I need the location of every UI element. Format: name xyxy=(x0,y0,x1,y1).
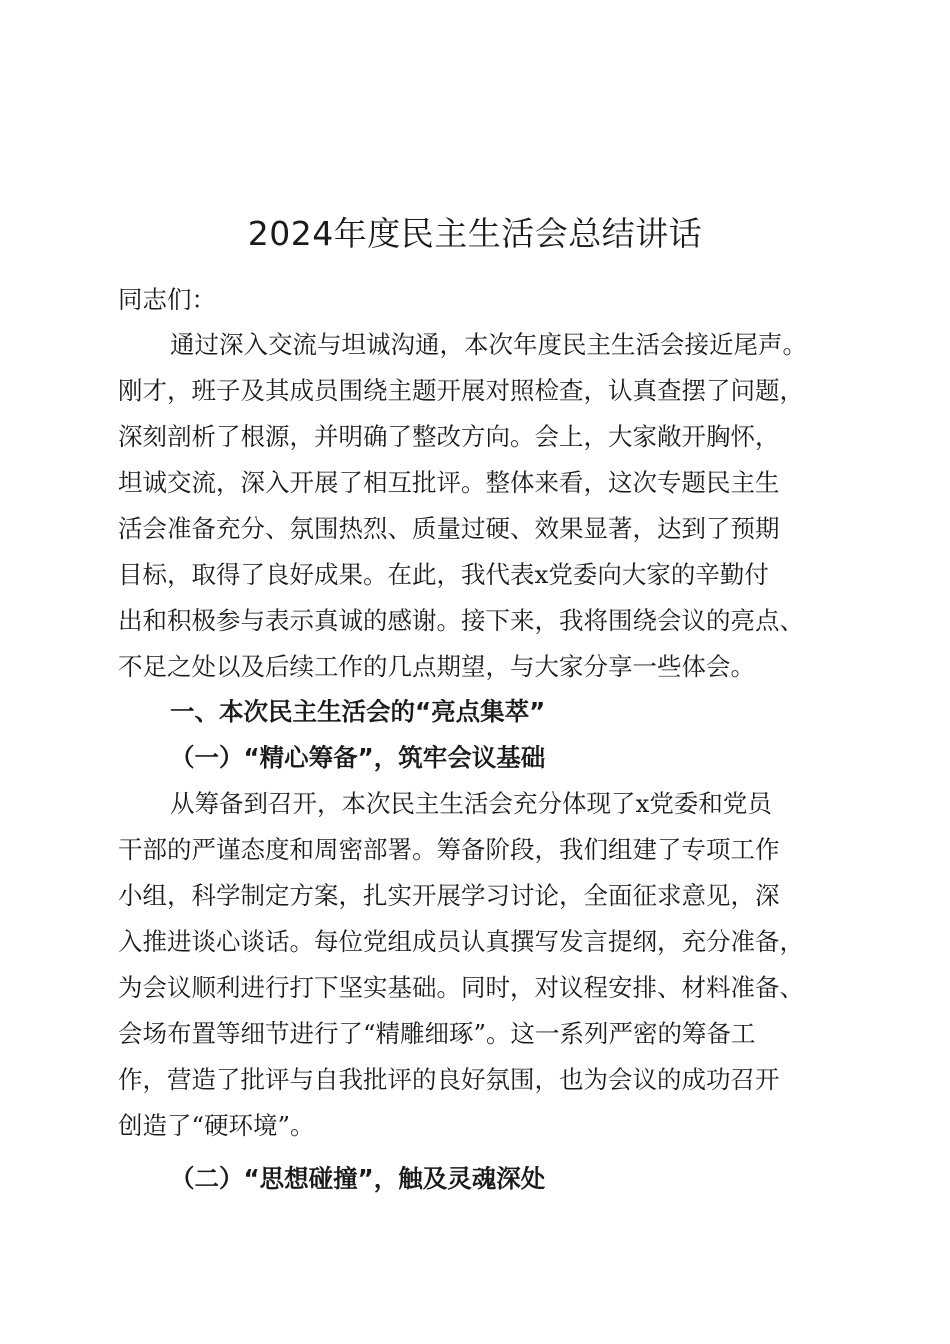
intro-line-2: 刚才，班子及其成员围绕主题开展对照检查，认真查摆了问题， xyxy=(118,376,804,405)
sub1-line-4: 入推进谈心谈话。每位党组成员认真撰写发言提纲，充分准备， xyxy=(118,927,804,956)
sub1-line-1: 从筹备到召开，本次民主生活会充分体现了x党委和党员 xyxy=(170,789,772,818)
document-title: 2024年度民主生活会总结讲话 xyxy=(247,214,703,253)
intro-line-4: 坦诚交流，深入开展了相互批评。整体来看，这次专题民主生 xyxy=(118,468,780,497)
subsection-2-heading: （二）“思想碰撞”，触及灵魂深处 xyxy=(170,1164,546,1193)
intro-line-6: 目标，取得了良好成果。在此，我代表x党委向大家的辛勤付 xyxy=(118,560,769,589)
sub1-line-5: 为会议顺利进行打下坚实基础。同时，对议程安排、材料准备、 xyxy=(118,973,804,1002)
sub1-line-8: 创造了“硬环境”。 xyxy=(118,1111,315,1140)
intro-line-3: 深刻剖析了根源，并明确了整改方向。会上，大家敞开胸怀， xyxy=(118,422,780,451)
sub1-line-6: 会场布置等细节进行了“精雕细琢”。这一系列严密的筹备工 xyxy=(118,1019,756,1048)
subsection-1-heading: （一）“精心筹备”，筑牢会议基础 xyxy=(170,743,546,772)
sub1-line-7: 作，营造了批评与自我批评的良好氛围，也为会议的成功召开 xyxy=(118,1065,780,1094)
intro-line-5: 活会准备充分、氛围热烈、质量过硬、效果显著，达到了预期 xyxy=(118,514,780,543)
intro-line-1: 通过深入交流与坦诚沟通，本次年度民主生活会接近尾声。 xyxy=(170,330,807,359)
intro-line-7: 出和积极参与表示真诚的感谢。接下来，我将围绕会议的亮点、 xyxy=(118,606,804,635)
sub1-line-3: 小组，科学制定方案，扎实开展学习讨论，全面征求意见，深 xyxy=(118,881,780,910)
section-1-heading: 一、本次民主生活会的“亮点集萃” xyxy=(170,697,546,726)
intro-line-8: 不足之处以及后续工作的几点期望，与大家分享一些体会。 xyxy=(118,652,755,681)
sub1-line-2: 干部的严谨态度和周密部署。筹备阶段，我们组建了专项工作 xyxy=(118,835,780,864)
salutation: 同志们： xyxy=(118,285,216,314)
